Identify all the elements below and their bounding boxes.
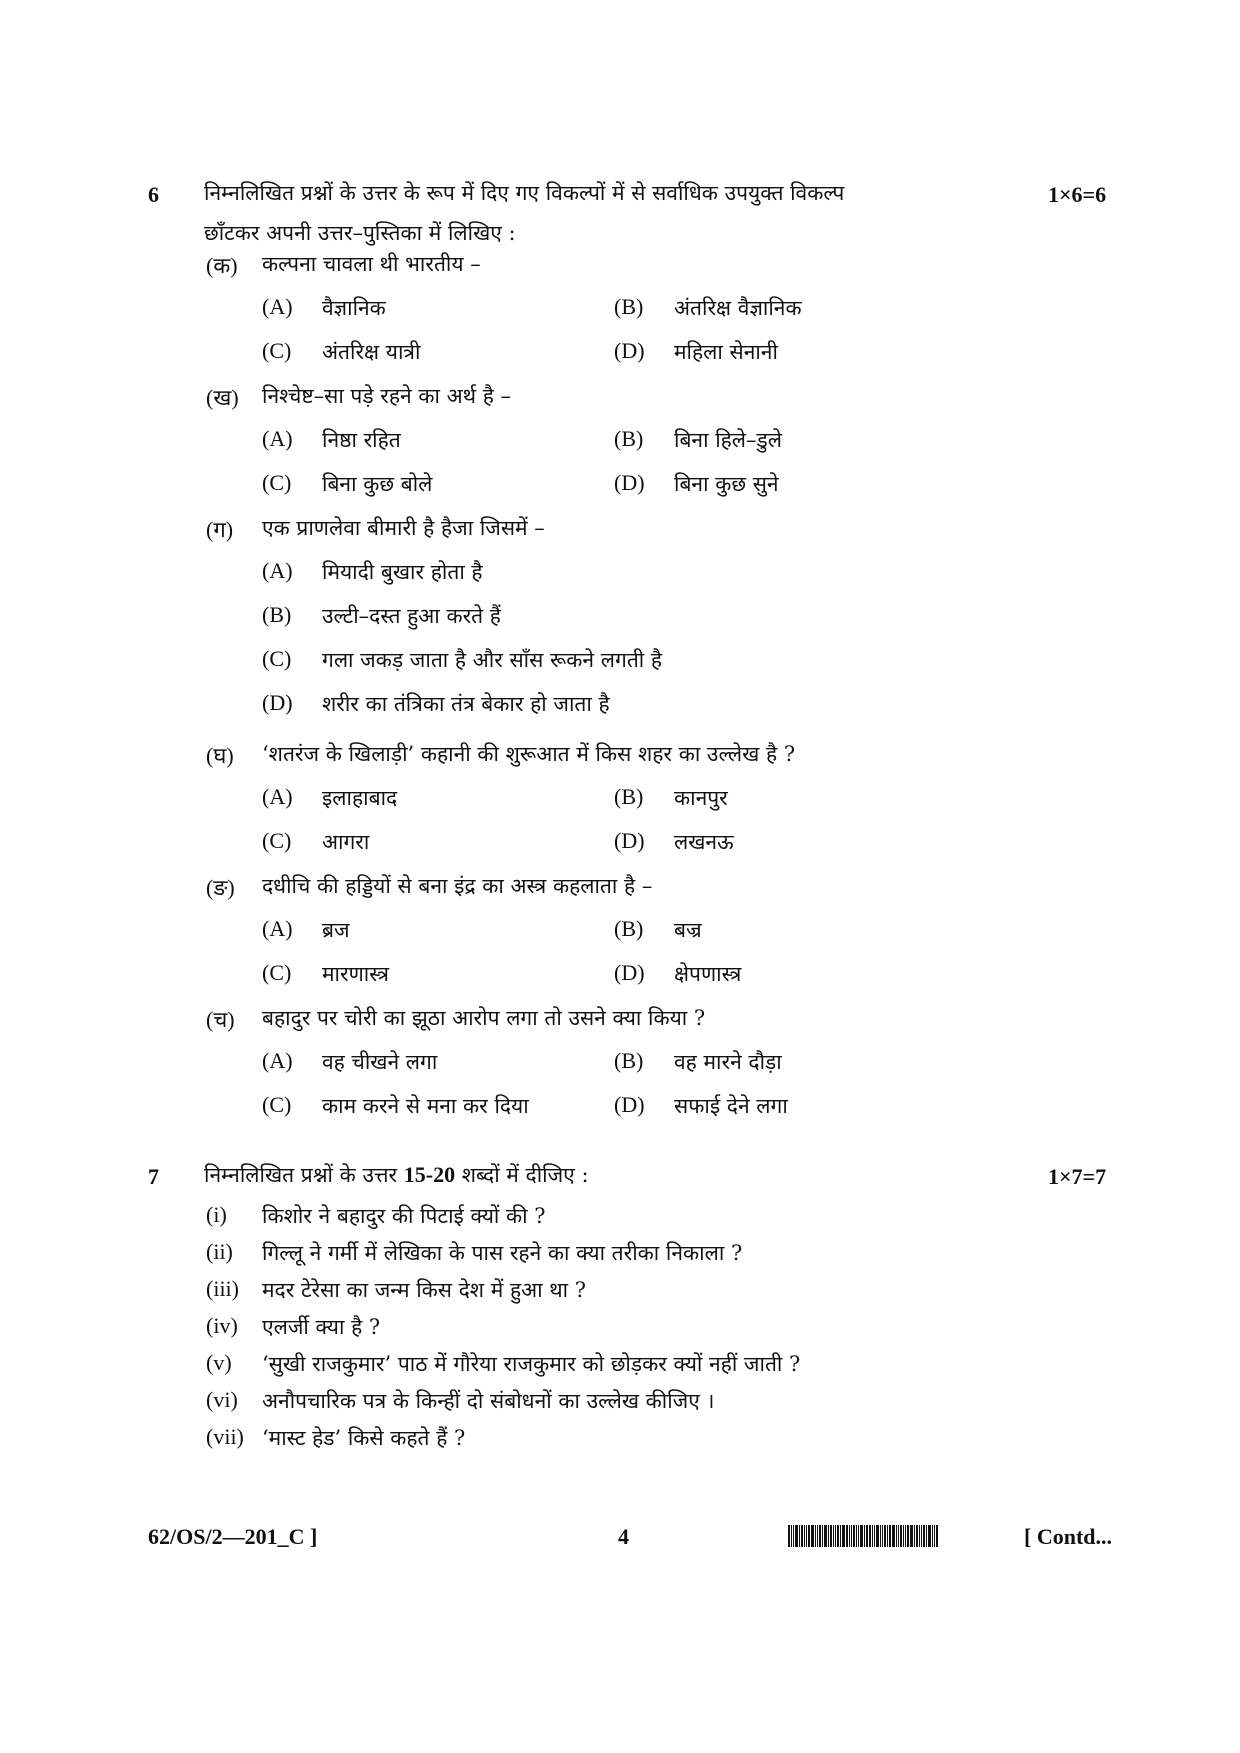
- short-question-label: (iii): [206, 1276, 239, 1301]
- short-question-text: किशोर ने बहादुर की पिटाई क्यों की ?: [262, 1204, 546, 1228]
- question-6-number: 6: [148, 182, 159, 207]
- option-text: इलाहाबाद: [322, 786, 398, 810]
- subquestion-text: एक प्राणलेवा बीमारी है हैजा जिसमें –: [262, 516, 545, 540]
- option: [614, 338, 954, 378]
- subquestion-label: (घ): [206, 743, 234, 768]
- barcode-bar: [835, 1525, 836, 1547]
- option: [262, 602, 602, 642]
- barcode-bar: [926, 1525, 927, 1547]
- option-text: महिला सेनानी: [674, 340, 778, 364]
- short-question-label: (v): [206, 1350, 232, 1375]
- option: [262, 294, 602, 334]
- barcode-bar: [910, 1525, 913, 1547]
- barcode-bar: [892, 1525, 895, 1547]
- barcode-bar: [793, 1525, 794, 1547]
- barcode-bar: [874, 1525, 875, 1547]
- subquestion-text: ‘शतरंज के खिलाड़ी’ कहानी की शुरूआत में किस शहर का उल्लेख है ?: [262, 742, 796, 766]
- barcode-bar: [860, 1525, 863, 1547]
- option: [262, 1092, 602, 1132]
- barcode-bar: [840, 1525, 841, 1547]
- option: [614, 1092, 954, 1132]
- option: [262, 960, 602, 1000]
- barcode-bar: [932, 1525, 933, 1547]
- option-label: (C): [262, 960, 292, 985]
- barcode-bar: [928, 1525, 931, 1547]
- short-question-label: (iv): [206, 1313, 238, 1338]
- question-6-marks: 1×6=6: [1048, 182, 1107, 207]
- short-question-label: (i): [206, 1202, 227, 1227]
- option-label: (D): [614, 470, 645, 495]
- short-question-row: [206, 1239, 1106, 1279]
- option: [262, 828, 602, 868]
- barcode-bar: [819, 1525, 821, 1547]
- short-question-label: (ii): [206, 1239, 233, 1264]
- question-7-word-range: 15-20: [403, 1162, 456, 1187]
- option-label: (D): [614, 338, 645, 363]
- option-text: लखनऊ: [674, 830, 734, 854]
- barcode-bar: [817, 1525, 818, 1547]
- barcode-bar: [880, 1525, 881, 1547]
- barcode-bar: [916, 1525, 918, 1547]
- option: [614, 828, 954, 868]
- option-text: आगरा: [322, 830, 370, 854]
- barcode-bar: [856, 1525, 857, 1547]
- barcode-bar: [853, 1525, 855, 1547]
- barcode-bar: [851, 1525, 852, 1547]
- short-question-row: [206, 1276, 1106, 1316]
- barcode-bar: [828, 1525, 829, 1547]
- option-text: ब्रज: [322, 918, 350, 942]
- barcode-bar: [907, 1525, 909, 1547]
- option-label: (A): [262, 426, 293, 451]
- barcode-bar: [921, 1525, 922, 1547]
- option-label: (A): [262, 294, 293, 319]
- barcode-bar: [795, 1525, 798, 1547]
- option-label: (D): [614, 960, 645, 985]
- barcode-bar: [837, 1525, 839, 1547]
- option-text: वैज्ञानिक: [322, 296, 386, 320]
- option-label: (B): [614, 1048, 644, 1073]
- barcode-bar: [887, 1525, 888, 1547]
- option-label: (B): [614, 916, 644, 941]
- question-7-marks: 1×7=7: [1048, 1164, 1107, 1189]
- option-text: बिना हिले–डुले: [674, 428, 782, 452]
- barcode-bar: [866, 1525, 868, 1547]
- subquestion-label: (च): [206, 1007, 235, 1032]
- barcode-bar: [822, 1525, 823, 1547]
- barcode-bar: [849, 1525, 850, 1547]
- option-label: (A): [262, 916, 293, 941]
- option-text: वह मारने दौड़ा: [674, 1050, 782, 1074]
- barcode-bar: [898, 1525, 899, 1547]
- option-label: (C): [262, 338, 292, 363]
- subquestion-row: [206, 382, 1106, 422]
- option-text: कानपुर: [674, 786, 728, 810]
- barcode-bar: [806, 1525, 807, 1547]
- short-question-label: (vi): [206, 1387, 238, 1412]
- subquestion-text: बहादुर पर चोरी का झूठा आरोप लगा तो उसने क्या किया ?: [262, 1006, 706, 1030]
- barcode-bar: [804, 1525, 805, 1547]
- option-label: (D): [262, 690, 293, 715]
- barcode-bar: [882, 1525, 883, 1547]
- short-question-text: ‘सुखी राजकुमार’ पाठ में गौरेया राजकुमार को छोड़कर क्यों नहीं जाती ?: [262, 1352, 801, 1376]
- option: [614, 960, 954, 1000]
- barcode-icon: [788, 1525, 1014, 1547]
- option-text: काम करने से मना कर दिया: [322, 1094, 529, 1118]
- option: [614, 470, 954, 510]
- short-question-row: [206, 1313, 1106, 1353]
- barcode-bar: [903, 1525, 904, 1547]
- subquestion-row: [206, 250, 1106, 290]
- barcode-bar: [858, 1525, 859, 1547]
- subquestion-text: दधीचि की हड्डियों से बना इंद्र का अस्त्र कहलाता है –: [262, 874, 653, 898]
- option: [614, 426, 954, 466]
- barcode-bar: [808, 1525, 810, 1547]
- option-label: (B): [614, 294, 644, 319]
- barcode-bar: [811, 1525, 814, 1547]
- barcode-bar: [914, 1525, 915, 1547]
- subquestion-label: (क): [206, 253, 238, 278]
- subquestion-row: [206, 1004, 1106, 1044]
- barcode-bar: [872, 1525, 873, 1547]
- subquestion-text: निश्चेष्ट–सा पड़े रहने का अर्थ है –: [262, 384, 512, 408]
- barcode-bar: [842, 1525, 845, 1547]
- question-6-stem-line2: छाँटकर अपनी उत्तर–पुस्तिका में लिखिए :: [204, 221, 516, 245]
- option-label: (D): [614, 1092, 645, 1117]
- option-text: बज्र: [674, 918, 702, 942]
- barcode-bar: [889, 1525, 891, 1547]
- subquestion-label: (ग): [206, 517, 234, 542]
- short-question-row: [206, 1424, 1106, 1464]
- barcode-bar: [799, 1525, 800, 1547]
- option: [614, 294, 954, 334]
- barcode-bar: [934, 1525, 935, 1547]
- barcode-bar: [833, 1525, 834, 1547]
- option-text: बिना कुछ बोले: [322, 472, 433, 496]
- subquestion-label: (ख): [206, 385, 239, 410]
- barcode-bar: [846, 1525, 848, 1547]
- option-text: उल्टी–दस्त हुआ करते हैं: [322, 604, 501, 628]
- short-question-label: (vii): [206, 1424, 244, 1449]
- option-label: (D): [614, 828, 645, 853]
- option-label: (B): [614, 784, 644, 809]
- subquestion-row: [206, 872, 1106, 912]
- option-text: वह चीखने लगा: [322, 1050, 438, 1074]
- barcode-bar: [884, 1525, 886, 1547]
- question-7-stem-post: शब्दों में दीजिए :: [455, 1163, 589, 1187]
- barcode-bar: [801, 1525, 803, 1547]
- option: [614, 1048, 954, 1088]
- barcode-bar: [791, 1525, 792, 1547]
- barcode-bar: [936, 1525, 938, 1547]
- page-number: 4: [618, 1524, 629, 1549]
- continued-label: [ Contd...: [1024, 1524, 1113, 1549]
- option-text: अंतरिक्ष वैज्ञानिक: [674, 296, 802, 320]
- barcode-bar: [869, 1525, 871, 1547]
- option-text: मियादी बुखार होता है: [322, 560, 483, 584]
- barcode-bar: [815, 1525, 816, 1547]
- option: [262, 646, 663, 686]
- barcode-bar: [824, 1525, 827, 1547]
- barcode-bar: [905, 1525, 906, 1547]
- short-question-row: [206, 1202, 1106, 1242]
- option-text: शरीर का तंत्रिका तंत्र बेकार हो जाता है: [322, 692, 610, 716]
- short-question-text: गिल्लू ने गर्मी में लेखिका के पास रहने का क्या तरीका निकाला ?: [262, 1241, 743, 1265]
- barcode-bar: [896, 1525, 897, 1547]
- option: [262, 916, 602, 956]
- option-text: सफाई देने लगा: [674, 1094, 788, 1118]
- option: [262, 470, 602, 510]
- option: [262, 690, 610, 730]
- barcode-bar: [876, 1525, 879, 1547]
- question-7-stem: [204, 1158, 589, 1192]
- barcode-bar: [788, 1525, 790, 1547]
- short-question-text: ‘मास्ट हेड’ किसे कहते हैं ?: [262, 1426, 466, 1450]
- question-7-number: 7: [148, 1164, 159, 1189]
- paper-code: 62/OS/2—201_C ]: [148, 1524, 318, 1549]
- question-7-stem-pre: निम्नलिखित प्रश्नों के उत्तर: [204, 1163, 404, 1187]
- option-label: (C): [262, 1092, 292, 1117]
- barcode-bar: [900, 1525, 902, 1547]
- option-label: (B): [614, 426, 644, 451]
- barcode-bar: [919, 1525, 920, 1547]
- option-label: (A): [262, 784, 293, 809]
- option-text: बिना कुछ सुने: [674, 472, 779, 496]
- option-label: (A): [262, 558, 293, 583]
- subquestion-row: [206, 514, 1106, 554]
- option-label: (B): [262, 602, 292, 627]
- option: [262, 558, 602, 598]
- subquestion-text: कल्पना चावला थी भारतीय –: [262, 252, 481, 276]
- option: [614, 916, 954, 956]
- option: [262, 784, 602, 824]
- question-6-stem-line1: निम्नलिखित प्रश्नों के उत्तर के रूप में दिए गए विकल्पों में से सर्वाधिक उपयुक्त विकल्प: [204, 181, 845, 205]
- subquestion-label: (ङ): [206, 875, 235, 900]
- subquestion-row: [206, 740, 1106, 780]
- short-question-text: एलर्जी क्या है ?: [262, 1315, 381, 1339]
- barcode-bar: [864, 1525, 865, 1547]
- barcode-bar: [923, 1525, 925, 1547]
- option: [262, 338, 602, 378]
- option-text: अंतरिक्ष यात्री: [322, 340, 421, 364]
- short-question-text: मदर टेरेसा का जन्म किस देश में हुआ था ?: [262, 1278, 587, 1302]
- option-label: (C): [262, 470, 292, 495]
- option-text: मारणास्त्र: [322, 962, 389, 986]
- option: [614, 784, 954, 824]
- option-text: क्षेपणास्त्र: [674, 962, 742, 986]
- option-label: (A): [262, 1048, 293, 1073]
- barcode-bar: [830, 1525, 832, 1547]
- option: [262, 426, 602, 466]
- option-label: (C): [262, 828, 292, 853]
- option-text: गला जकड़ जाता है और साँस रूकने लगती है: [322, 648, 663, 672]
- short-question-row: [206, 1350, 1106, 1390]
- option: [262, 1048, 602, 1088]
- short-question-row: [206, 1387, 1106, 1427]
- option-text: निष्ठा रहित: [322, 428, 401, 452]
- short-question-text: अनौपचारिक पत्र के किन्हीं दो संबोधनों का उल्लेख कीजिए ।: [262, 1389, 715, 1413]
- option-label: (C): [262, 646, 292, 671]
